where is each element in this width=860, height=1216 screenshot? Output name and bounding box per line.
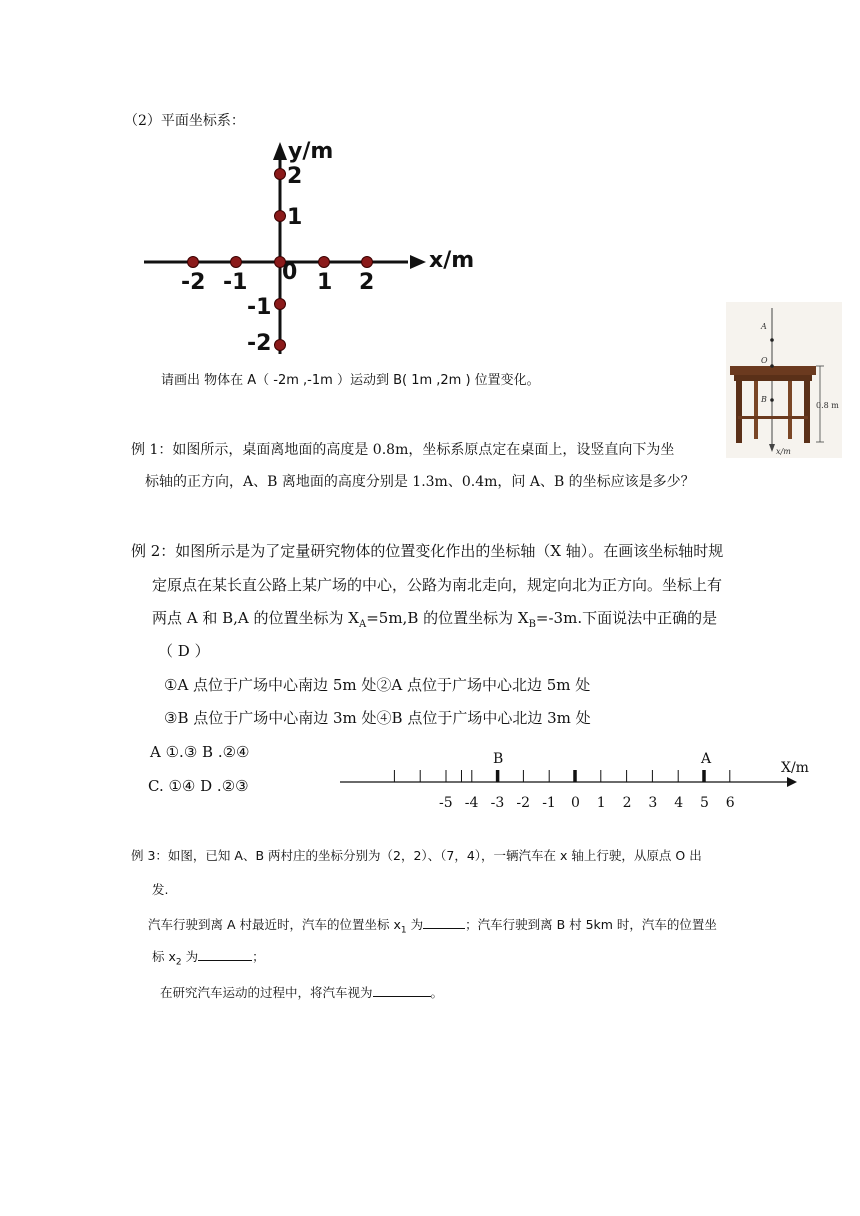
example3-line4-c: ； [252, 949, 265, 964]
y-axis-label: y/m [288, 139, 334, 164]
number-line-tick-label: 1 [596, 795, 606, 811]
answer-blank-x2[interactable] [198, 946, 252, 961]
subscript-2: 2 [175, 957, 182, 968]
example2-line1: 例 2：如图所示是为了定量研究物体的位置变化作出的坐标轴（X 轴）。在画该坐标轴时规 [131, 542, 724, 560]
number-line-tick-label: 3 [648, 795, 658, 811]
example2-choice-cd: C. ①④ D .②③ [148, 777, 249, 795]
example2-line3-b: =5m,B 的位置坐标为 X [366, 609, 529, 627]
example2-statement1: ①A 点位于广场中心南边 5m 处②A 点位于广场中心北边 5m 处 [164, 676, 591, 694]
point-x-1 [319, 257, 330, 268]
number-line-arrow-icon [787, 777, 797, 787]
point-y-neg2 [275, 340, 286, 351]
number-line-ticks [394, 770, 729, 782]
example3-line2: 发. [152, 882, 169, 897]
number-line-tick-label: -3 [490, 795, 505, 811]
example2-answer: （ D ） [158, 642, 210, 660]
photo-label-axis: x/m [776, 447, 791, 456]
x-tick-label: 1 [317, 270, 333, 295]
y-tick-label: -2 [247, 331, 272, 356]
example3-line4-a: 标 x [152, 949, 176, 964]
number-line-tick-label: 5 [700, 795, 709, 811]
instruction-text: 请画出 物体在 A（ -2m ,-1m ）运动到 B( 1m ,2m ) 位置变化。 [161, 373, 540, 388]
example3-line5 [160, 982, 443, 1003]
example3-line5-b: 。 [430, 985, 444, 1000]
example2-statement2: ③B 点位于广场中心南边 3m 处④B 点位于广场中心北边 3m 处 [164, 709, 591, 727]
example3-line1: 例 3：如图，已知 A、B 两村庄的坐标分别为（2，2）、（7，4），一辆汽车在 x 轴上行驶，从原点 O 出 [131, 848, 702, 863]
example2-line3 [152, 608, 717, 635]
y-tick-label: 2 [287, 164, 303, 189]
point-y-1 [275, 211, 286, 222]
example1-line2: 标轴的正方向，A、B 离地面的高度分别是 1.3m、0.4m，问 A、B 的坐标应该是多少？ [145, 474, 695, 490]
example2-line3-a: 两点 A 和 B,A 的位置坐标为 X [152, 609, 359, 627]
number-line-tick-label: 6 [725, 795, 735, 811]
answer-blank-model[interactable] [373, 982, 431, 997]
example3-line5-a: 在研究汽车运动的过程中，将汽车视为 [160, 985, 373, 1000]
example3-line4-b: 为 [181, 949, 199, 964]
example2-line2: 定原点在某长直公路上某广场的中心，公路为南北走向，规定向北为正方向。坐标上有 [152, 576, 723, 594]
number-line-tick-label: 4 [674, 795, 684, 811]
subscript-1: 1 [400, 925, 407, 936]
photo-label-b: B [761, 395, 767, 404]
example1-line1: 例 1：如图所示，桌面离地面的高度是 0.8m，坐标系原点定在桌面上，设竖直向下为坐 [131, 442, 675, 458]
point-x-neg2 [188, 257, 199, 268]
number-line-tick-label: -2 [516, 795, 531, 811]
point-y-2 [275, 169, 286, 180]
x-tick-label: 0 [282, 260, 298, 285]
table-photo-figure [724, 300, 844, 460]
number-line-axis-label: X/m [781, 760, 809, 776]
example3-line3-c: ；汽车行驶到离 B 村 5km 时，汽车的位置坐 [465, 917, 717, 932]
number-line-point-b-label: B [493, 751, 504, 767]
y-tick-label: -1 [247, 295, 272, 320]
example3-line3-b: 为 [406, 917, 424, 932]
answer-blank-x1[interactable] [423, 914, 465, 929]
example3-line3-a: 汽车行驶到离 A 村最近时，汽车的位置坐标 x [148, 917, 401, 932]
subscript-b: B [528, 619, 536, 630]
example3-line4 [152, 946, 265, 973]
example2-choice-ab: A ①.③ B .②④ [150, 743, 250, 761]
point-x-neg1 [231, 257, 242, 268]
x-axis-label: x/m [429, 248, 475, 273]
number-line-tick-label: 0 [571, 795, 580, 811]
number-line-tick-labels [439, 795, 735, 811]
photo-label-height: 0.8 m [816, 401, 839, 410]
example3-line3 [148, 914, 717, 941]
number-line-tick-label: -1 [542, 795, 556, 811]
section-title: （2）平面坐标系： [124, 113, 245, 129]
point-y-neg1 [275, 299, 286, 310]
photo-label-a: A [761, 322, 767, 331]
example2-line3-c: =-3m.下面说法中正确的是 [535, 609, 718, 627]
point-x-2 [362, 257, 373, 268]
x-axis-arrow-icon [410, 255, 426, 269]
number-line-figure [335, 742, 815, 822]
y-tick-label: 1 [287, 205, 303, 230]
subscript-a: A [358, 619, 367, 630]
number-line-point-a-label: A [701, 751, 712, 767]
number-line-tick-label: -4 [464, 795, 479, 811]
x-tick-label: -1 [223, 270, 248, 295]
x-tick-label: 2 [359, 270, 375, 295]
y-axis-arrow-icon [273, 142, 287, 160]
number-line-tick-label: -5 [439, 795, 453, 811]
photo-label-o: O [761, 356, 768, 365]
number-line-tick-label: 2 [622, 795, 632, 811]
coordinate-plane-figure [140, 138, 500, 363]
x-tick-label: -2 [181, 270, 206, 295]
